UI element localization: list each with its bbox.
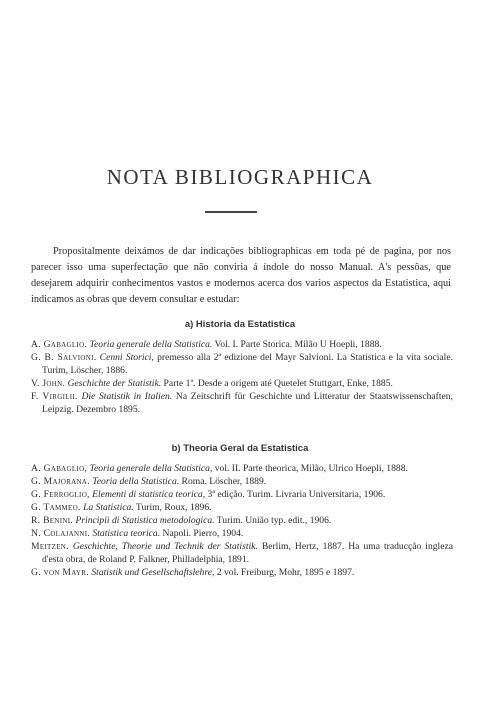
reference-details: Turim. União typ. edit., 1906. (214, 515, 332, 526)
reference-title: Teoria della Statistica. (92, 476, 180, 487)
reference-details: premesso alla 2ª edizione del Mayr Salvioni. La Statistica e la vita sociale. Turim, Löscher, 1886. (42, 352, 453, 376)
reference-author: G. Majorana. (31, 476, 90, 487)
reference-author: G. Tammeo. (31, 502, 81, 513)
reference-item (31, 540, 453, 566)
reference-details: 3ª edição. Turim. Livraria Universitaria, 1906. (205, 489, 386, 500)
reference-author: F. Virgilii. (31, 391, 78, 402)
reference-title: Statistica teorica. (92, 528, 161, 539)
reference-title: Elementi di statistica teorica, (92, 489, 206, 500)
reference-item (31, 488, 453, 501)
reference-details: 2 vol. Freiburg, Mohr, 1895 e 1897. (214, 567, 355, 578)
reference-title: Geschichte der Statistik. (67, 378, 162, 389)
intro-paragraph: Propositalmente deixámos de dar indicações bibliographicas em toda pé de pagina, por nos parecer isso uma superfectação que não conviria á índole do nosso Manual. A's pessôas, que desejarem adquirir conhecimentos vastos e modernos acerca dos varios aspectos da Estatistica, aqui indicamos as obras que devem consultar e estudar: (31, 246, 451, 306)
reference-author: R. Benini. (31, 515, 74, 526)
reference-title: Cenni Storici, (99, 352, 154, 363)
reference-details: Roma. Löscher, 1889. (179, 476, 267, 487)
reference-item (31, 351, 453, 377)
reference-title: Die Statistik in Italien. (81, 391, 173, 402)
reference-author: G. von Mayr. (31, 567, 89, 578)
reference-details: Berlim, Hertz, 1887. Ha uma traducção ingleza d'esta obra, de Roland P. Falkner, Philladelphia, 1891. (42, 541, 453, 565)
reference-title: La Statistica. (83, 502, 134, 513)
reference-author: G. Ferroglio, (31, 489, 90, 500)
reference-list-theory (31, 462, 453, 579)
reference-details: Turim, Roux, 1896. (133, 502, 212, 513)
reference-details: Napoli. Pierro, 1904. (160, 528, 244, 539)
page-title: NOTA BIBLIOGRAPHICA (106, 165, 374, 189)
section-heading-history: a) Historia da Estatistica (184, 319, 296, 330)
reference-item (31, 566, 453, 579)
reference-author: A. Gabaglio. (31, 339, 88, 350)
reference-details: vol. II. Parte theorica, Milão, Ulrico Hoepli, 1888. (212, 463, 408, 474)
reference-author: V. John. (31, 378, 66, 389)
reference-details: Parte 1ª. Desde a origem até Quetelet Stuttgart, Enke, 1885. (161, 378, 393, 389)
reference-list-history (31, 338, 453, 416)
reference-item (31, 390, 453, 416)
reference-title: Geschichte, Theorie und Technik der Statistik. (72, 541, 258, 552)
reference-title: Statistik und Gesellschaftslehre, (91, 567, 215, 578)
reference-details: Na Zeitschrift für Geschichte und Litteratur der Staatswissenschaften, Leipzig. Dezembro 1895. (42, 391, 453, 415)
reference-item (31, 514, 453, 527)
reference-author: G. B. Salvioni. (31, 352, 97, 363)
reference-item (31, 501, 453, 514)
reference-title: Teoria generale della Statistica, (89, 463, 213, 474)
reference-author: N. Colajanni. (31, 528, 91, 539)
reference-details: Vol. I. Parte Storica. Milão U Hoepli, 1888. (212, 339, 382, 350)
reference-author: A. Gabaglio, (31, 463, 88, 474)
reference-item (31, 527, 453, 540)
reference-title: Teoria generale della Statistica. (89, 339, 213, 350)
section-heading-theory: b) Theoria Geral da Estatistica (171, 443, 309, 454)
reference-item (31, 338, 453, 351)
title-rule (205, 211, 257, 213)
reference-title: Principii di Statistica metodologica. (75, 515, 215, 526)
reference-item (31, 377, 453, 390)
reference-item (31, 462, 453, 475)
reference-item (31, 475, 453, 488)
reference-author: Meitzen. (31, 541, 69, 552)
